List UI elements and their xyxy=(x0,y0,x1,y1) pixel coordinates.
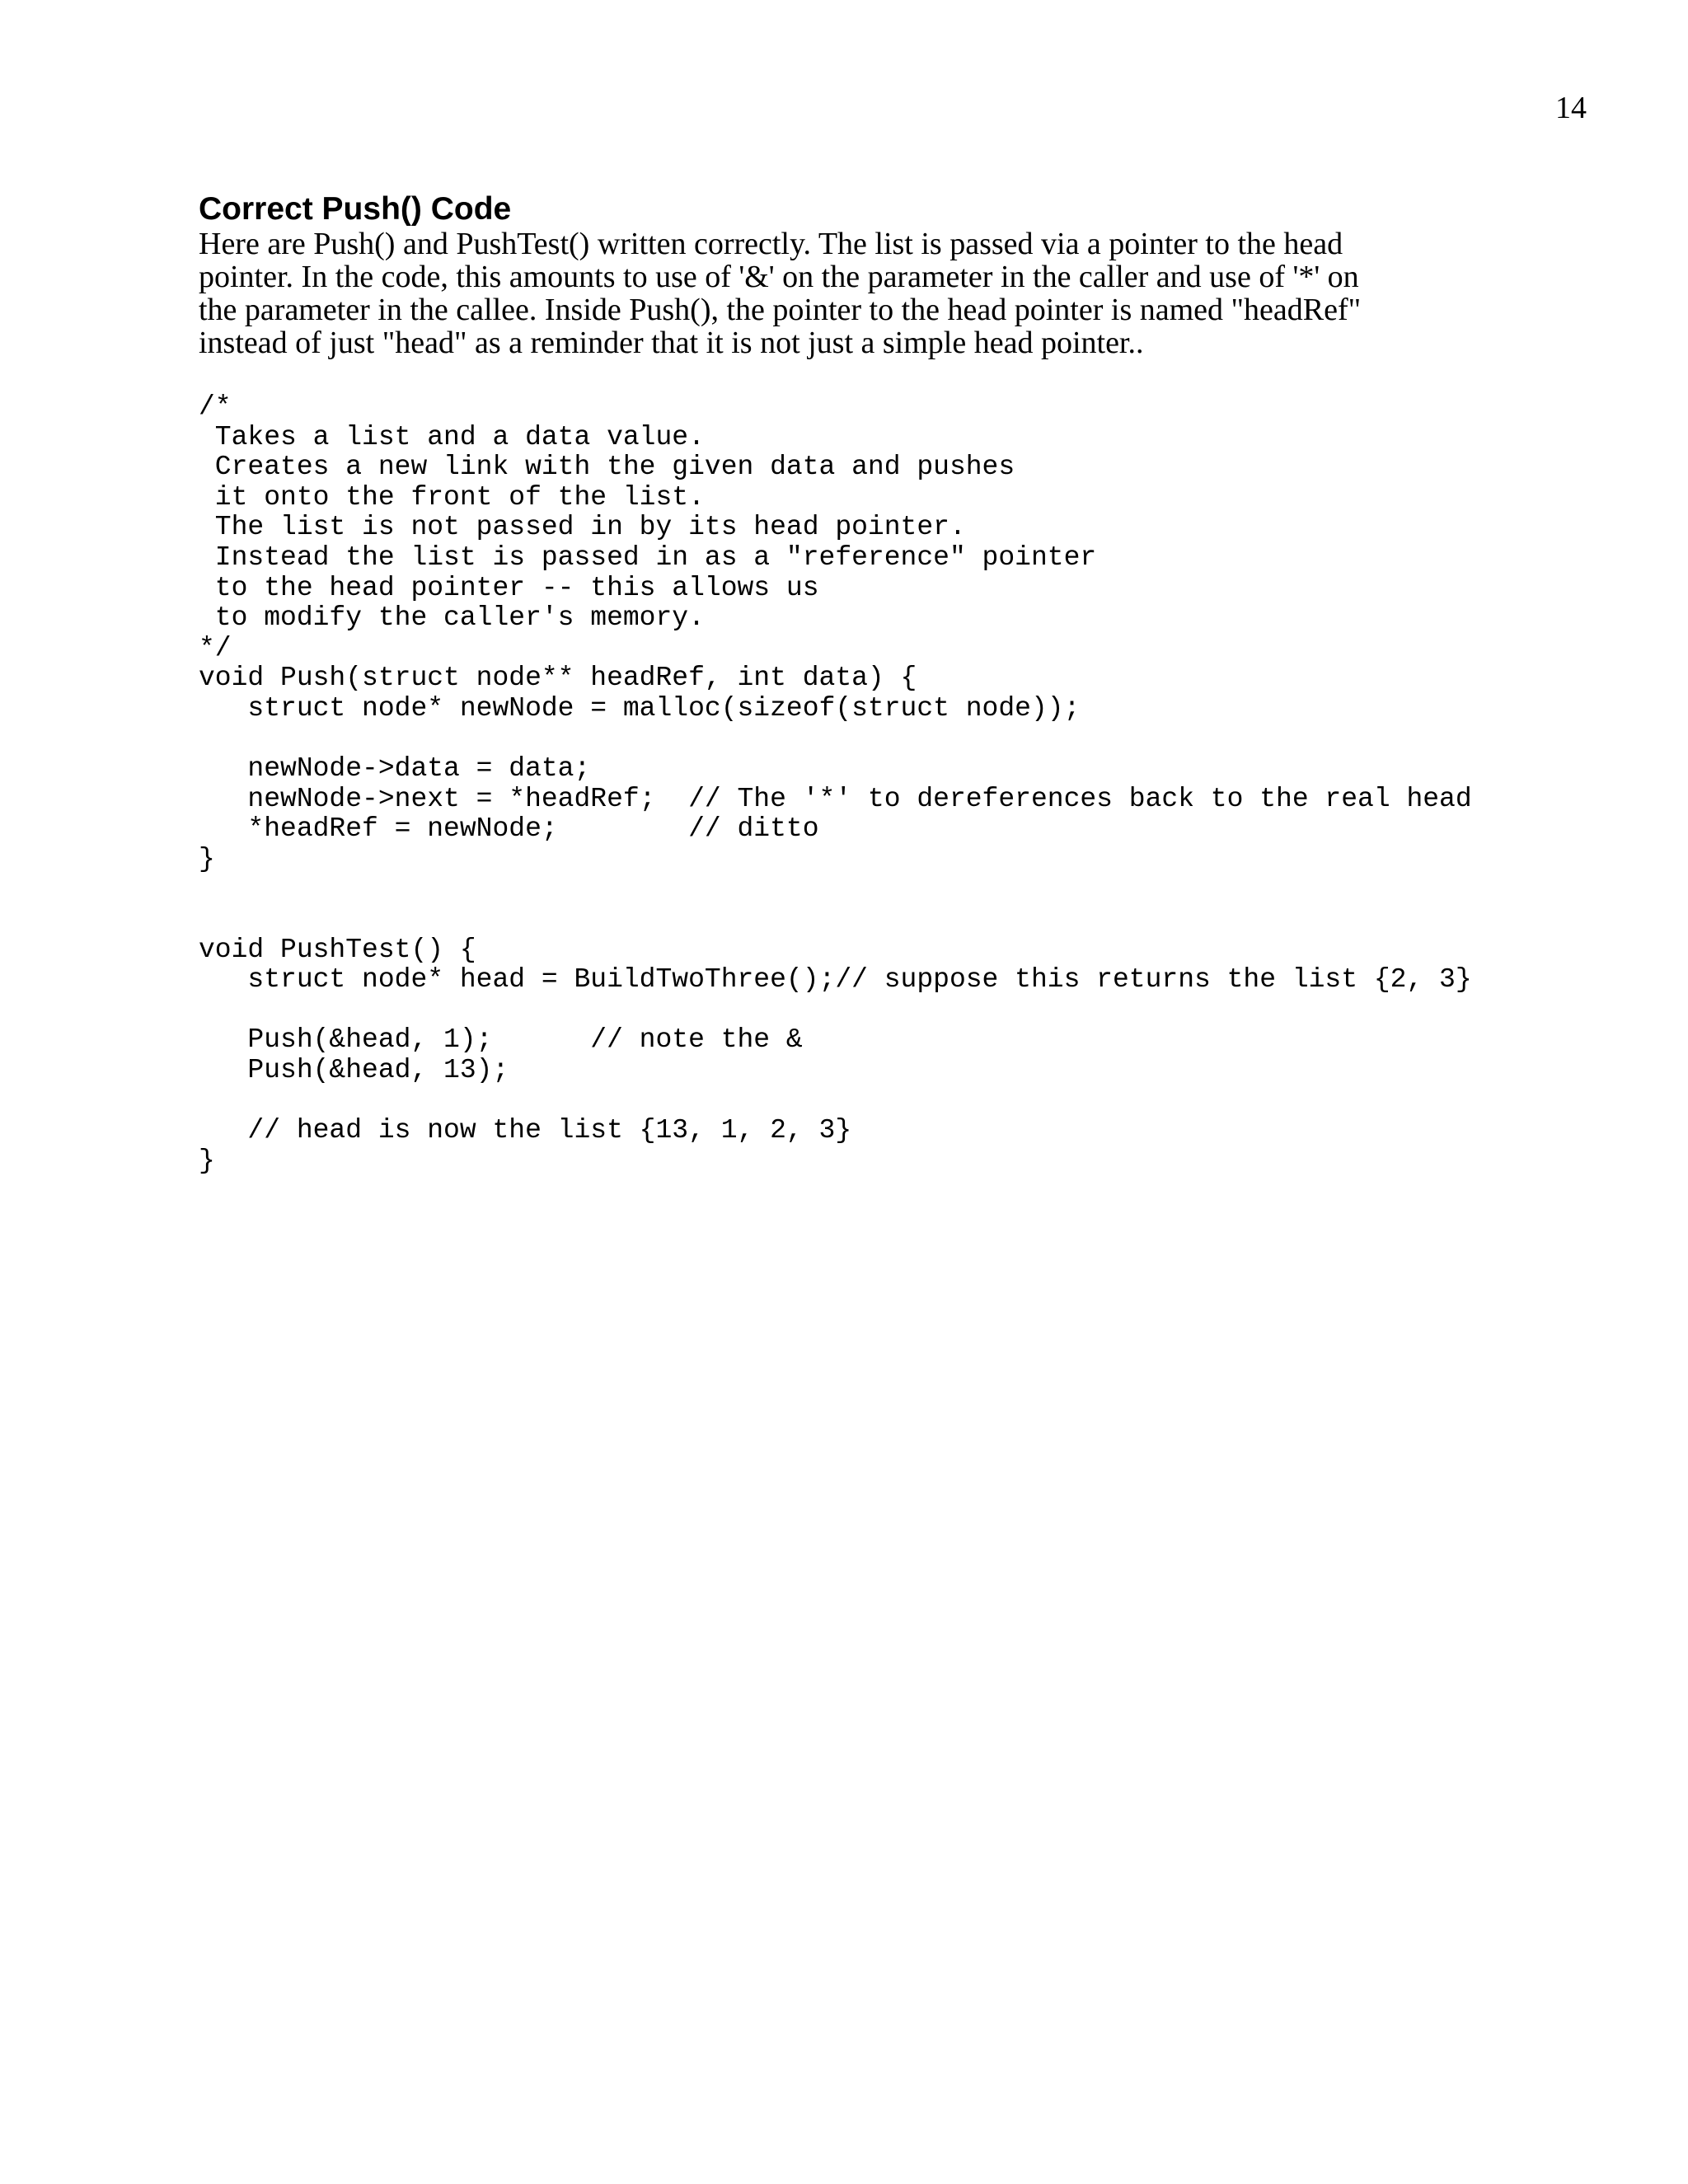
code-line: void Push(struct node** headRef, int data) { xyxy=(199,663,917,694)
code-line: it onto the front of the list. xyxy=(199,481,705,513)
code-line: // head is now the list {13, 1, 2, 3} xyxy=(199,1115,852,1146)
code-line: to the head pointer -- this allows us xyxy=(199,572,819,603)
code-line xyxy=(199,875,1583,906)
code-line xyxy=(199,905,1583,935)
code-line: to modify the caller's memory. xyxy=(199,602,705,634)
code-line: */ xyxy=(199,632,232,663)
code-line: Push(&head, 13); xyxy=(199,1055,509,1086)
section-heading: Correct Push() Code xyxy=(199,191,512,227)
code-line: The list is not passed in by its head pointer. xyxy=(199,512,966,543)
code-line: void PushTest() { xyxy=(199,934,476,965)
code-line: } xyxy=(199,1145,215,1176)
code-block xyxy=(199,392,1583,1176)
code-line xyxy=(199,996,1583,1026)
code-line: } xyxy=(199,843,215,874)
code-line: Push(&head, 1); // note the & xyxy=(199,1024,803,1056)
code-line: newNode->next = *headRef; // The '*' to dereferences back to the real head xyxy=(199,783,1472,814)
code-line xyxy=(199,1086,1583,1117)
document-body xyxy=(199,191,1583,1176)
code-line: newNode->data = data; xyxy=(199,753,591,785)
code-line: struct node* head = BuildTwoThree();// suppose this returns the list {2, 3} xyxy=(199,964,1472,996)
code-line xyxy=(199,724,1583,755)
code-line: Instead the list is passed in as a "reference" pointer xyxy=(199,541,1097,573)
code-line: *headRef = newNode; // ditto xyxy=(199,813,819,845)
code-line: /* xyxy=(199,391,232,422)
code-line: Takes a list and a data value. xyxy=(199,421,705,452)
section-paragraph: Here are Push() and PushTest() written correctly. The list is passed via a pointer to the head pointer. In the code, this amounts to use of '&' on the parameter in the caller and use of '*' on the parameter in the callee. Inside Push(), the pointer to the head pointer is named "headRef" instead of just "head" as a reminder that it is not just a simple head pointer.. xyxy=(199,227,1362,360)
code-line: struct node* newNode = malloc(sizeof(struct node)); xyxy=(199,692,1081,724)
code-line: Creates a new link with the given data and pushes xyxy=(199,452,1015,483)
page-number: 14 xyxy=(1555,91,1587,125)
